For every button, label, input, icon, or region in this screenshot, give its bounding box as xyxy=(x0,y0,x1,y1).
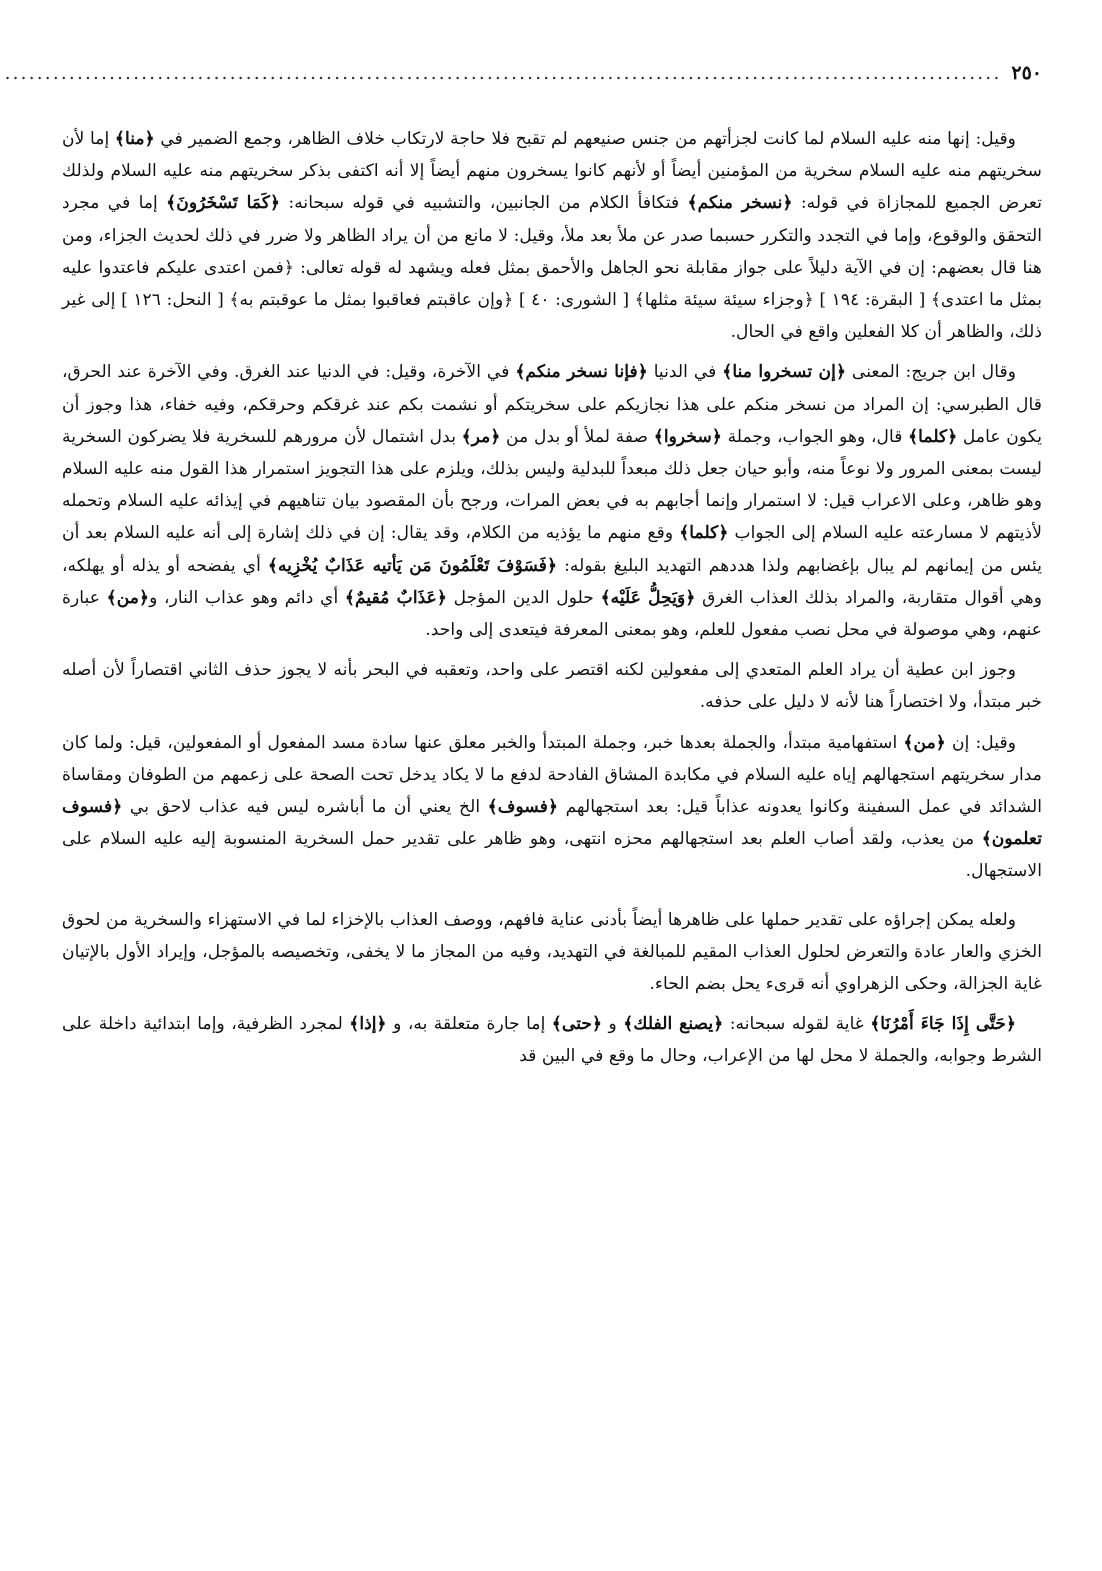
paragraph-text: الخ يعني أن ما أباشره ليس فيه عذاب لاحق بي xyxy=(122,797,488,818)
paragraph xyxy=(62,904,1042,1001)
paragraph-text: قال، وهو الجواب، وجملة xyxy=(721,426,909,447)
paragraph-text: و xyxy=(602,1014,624,1035)
quran-quote: ﴿منا﴾ xyxy=(114,129,155,149)
paragraph-text: استفهامية مبتدأ، والجملة بعدها خبر، وجملة المبتدأ والخبر معلق عنها سادة مسد المفعول أو المفعولين، قيل: ولما كان مدار سخريتهم استجهالهم إياه عليه السلام في مكابدة المشاق الفادحة لدفع ما لا يكاد يدخل تحت الصحة على زعمهم من الطوفان ومقاساة الشدائد في عمل السفينة وكانوا يعدونه عذاباً قيل: بعد استجهالهم xyxy=(62,732,1043,818)
paragraph xyxy=(62,654,1042,718)
paragraph-text: وجوز ابن عطية أن يراد العلم المتعدي إلى مفعولين لكنه اقتصر على واحد، وتعقبه في البحر بأنه لا يجوز حذف الثاني اقتصاراً لأن أصله خبر مبتدأ، ولا اختصاراً هنا لأنه لا دليل على حذفه. xyxy=(62,660,1042,713)
page-header xyxy=(4,62,1042,97)
quran-quote: ﴿عَذَابٌ مُقيمٌ﴾ xyxy=(344,587,447,608)
paragraph-text: أي يفضحه أو يذله أو يهلكه، وهي أقوال متقاربة، والمراد بذلك العذاب الغرق xyxy=(62,555,1043,608)
quran-quote: ﴿فإنا نسخر منكم﴾ xyxy=(515,362,648,383)
quran-quote: ﴿وَيَحِلُّ عَلَيْه﴾ xyxy=(600,587,696,608)
paragraph-text: إما لأن سخريتهم منه عليه السلام سخرية من المؤمنين أيضاً أو لأنهم كانوا يسخرون منهم أيضاً إلا أنه اكتفى بذكر سخريتهم منه عليه السلام ولذلك تعرض الجميع للمجازاة في قوله: xyxy=(62,129,1042,214)
paragraph-text: من يعذب، ولقد أصاب العلم بعد استجهالهم محزه انتهى، وهو ظاهر على تقدير حمل السخرية المنسوبة إليه عليه السلام على الاستجهال. xyxy=(62,829,1042,882)
paragraph-text: حلول الدين المؤجل xyxy=(446,587,601,608)
quran-quote: ﴿إن تسخروا منا﴾ xyxy=(722,362,847,383)
quran-quote: ﴿نسخر منكم﴾ xyxy=(687,193,793,214)
paragraph-text: غاية لقوله سبحانه: xyxy=(723,1014,871,1035)
quran-quote: ﴿كَمَا تَسْخَرُونَ﴾ xyxy=(166,193,281,214)
paragraph-text: في الآخرة، وقيل: في الدنيا عند الغرق. وفي الآخرة عند الحرق، قال الطبرسي: إن المراد من نسخر منكم على هذا نجازيكم على سخريتكم أو نشمت بكم عند غرقكم وحرقكم، وفيه خفاء، هذا وجوز أن يكون عامل xyxy=(62,362,1043,447)
paragraph-text: وقال ابن جريج: المعنى xyxy=(846,362,1016,383)
paragraph-text: لمجرد الظرفية، وإما ابتدائية داخلة على الشرط وجوابه، والجملة لا محل لها من الإعراب، وحال ما وقع في البين قد xyxy=(62,1014,1042,1067)
paragraph-text: عبارة عنهم، وهي موصولة في محل نصب مفعول للعلم، وهو بمعنى المعرفة فيتعدى إلى واحد. xyxy=(62,587,1042,641)
paragraph xyxy=(62,727,1042,888)
paragraph xyxy=(62,1008,1042,1072)
quran-quote: ﴿مر﴾ xyxy=(461,426,501,447)
paragraph-text: فتكافأ الكلام من الجانبين، والتشبيه في قوله سبحانه: xyxy=(280,193,688,214)
paragraph-text: أي دائم وهو عذاب النار، و xyxy=(149,587,345,608)
quran-quote: ﴿حَتَّى إِذَا جَاءَ أَمْرُنَا﴾ xyxy=(870,1014,1017,1035)
quran-quote: ﴿من﴾ xyxy=(903,732,946,753)
quran-quote: ﴿من﴾ xyxy=(106,587,150,608)
paragraph-text: صفة لملأ أو بدل من xyxy=(500,426,654,447)
header-dot-leader: ............................................................................................................................ xyxy=(4,62,1002,84)
quran-quote: ﴿يصنع الفلك﴾ xyxy=(623,1014,724,1035)
quran-quote: ﴿حتى﴾ xyxy=(551,1014,603,1035)
paragraph-text: ولعله يمكن إجراؤه على تقدير حملها على ظاهرها أيضاً بأدنى عناية فافهم، ووصف العذاب بالإخزاء لما في الاستهزاء والسخرية من لحوق الخزي والعار عادة والتعرض لحلول العذاب المقيم للمبالغة في التهديد، وفيه من المجاز ما لا يخفى، وتخصيصه بالمؤجل، وإيراد الأول بالإتيان غاية الجزالة، وحكى الزهراوي أنه قرىء يحل بضم الحاء. xyxy=(62,909,1042,995)
page-body xyxy=(62,123,1042,1073)
quran-quote: ﴿سخروا﴾ xyxy=(653,426,722,447)
quran-quote: ﴿فسوف تعلمون﴾ xyxy=(62,797,1042,850)
paragraph-text: إما جارة متعلقة به، و xyxy=(386,1014,552,1035)
page-number: ٢٥٠ xyxy=(1011,62,1042,84)
paragraph-text: إما في مجرد التحقق والوقوع، وإما في التجدد والتكرر حسبما صدر عن ملأ بعد ملأ، وقيل: لا مانع من أن يراد الظاهر ولا ضرر في ذلك لحديث الجزاء، ومن هنا قال بعضهم: إن في الآية دليلاً على جواز مقابلة نحو الجاهل والأحمق بمثل فعله ويشهد له قوله تعالى: ﴿فمن اعتدى عليكم فاعتدوا عليه بمثل ما اعتدى﴾ [ البقرة: ١٩٤ ] ﴿وجزاء سيئة سيئة مثلها﴾ [ الشورى: ٤٠ ] ﴿وإن عاقبتم فعاقبوا بمثل ما عوقبتم به﴾ [ النحل: ١٢٦ ] إلى غير ذلك، والظاهر أن كلا الفعلين واقع في الحال. xyxy=(62,193,1043,343)
quran-quote: ﴿فسوف﴾ xyxy=(487,797,559,818)
paragraph-text: وقع منهم ما يؤذيه من الكلام، وقد يقال: إن في ذلك إشارة إلى أنه عليه السلام بعد أن يئس من إيمانهم لم يبال بإغضابهم ولذا هددهم التهديد البليغ بقوله: xyxy=(62,523,1042,576)
quran-quote: ﴿كلما﴾ xyxy=(679,523,729,544)
paragraph-text: وقيل: إن xyxy=(945,732,1016,753)
quran-quote: ﴿كلما﴾ xyxy=(908,426,958,447)
quran-quote: ﴿فَسَوْفَ تَعْلَمُونَ مَن يَأتيه عَذَابٌ يُخْزِيه﴾ xyxy=(267,555,558,576)
paragraph-text: بدل اشتمال لأن مرورهم للسخرية فلا يضركون السخرية ليست بمعنى المرور ولا نوعاً منه، وأبو حيان جعل ذلك مبعداً للبدلية وليس بذلك، ويلزم على هذا التجويز استمرار هذا القول منه عليه السلام وهو ظاهر، وعلى الاعراب قيل: لا استمرار وإنما أجابهم به في بعض المرات، ورجح بأن المقصود بيان تناهيهم في إيذائه عليه السلام وتحمله لأذيتهم لا مسارعته عليه السلام إلى الجواب xyxy=(62,426,1043,544)
document-page xyxy=(4,62,1043,1552)
paragraph xyxy=(62,123,1042,348)
quran-quote: ﴿إذا﴾ xyxy=(349,1014,387,1035)
paragraph-text: وقيل: إنها منه عليه السلام لما كانت لجزأتهم من جنس صنيعهم لم تقبح فلا حاجة لارتكاب خلاف الظاهر، وجمع الضمير في xyxy=(154,129,1016,149)
paragraph-text: في الدنيا xyxy=(647,362,723,383)
paragraph xyxy=(62,356,1042,646)
